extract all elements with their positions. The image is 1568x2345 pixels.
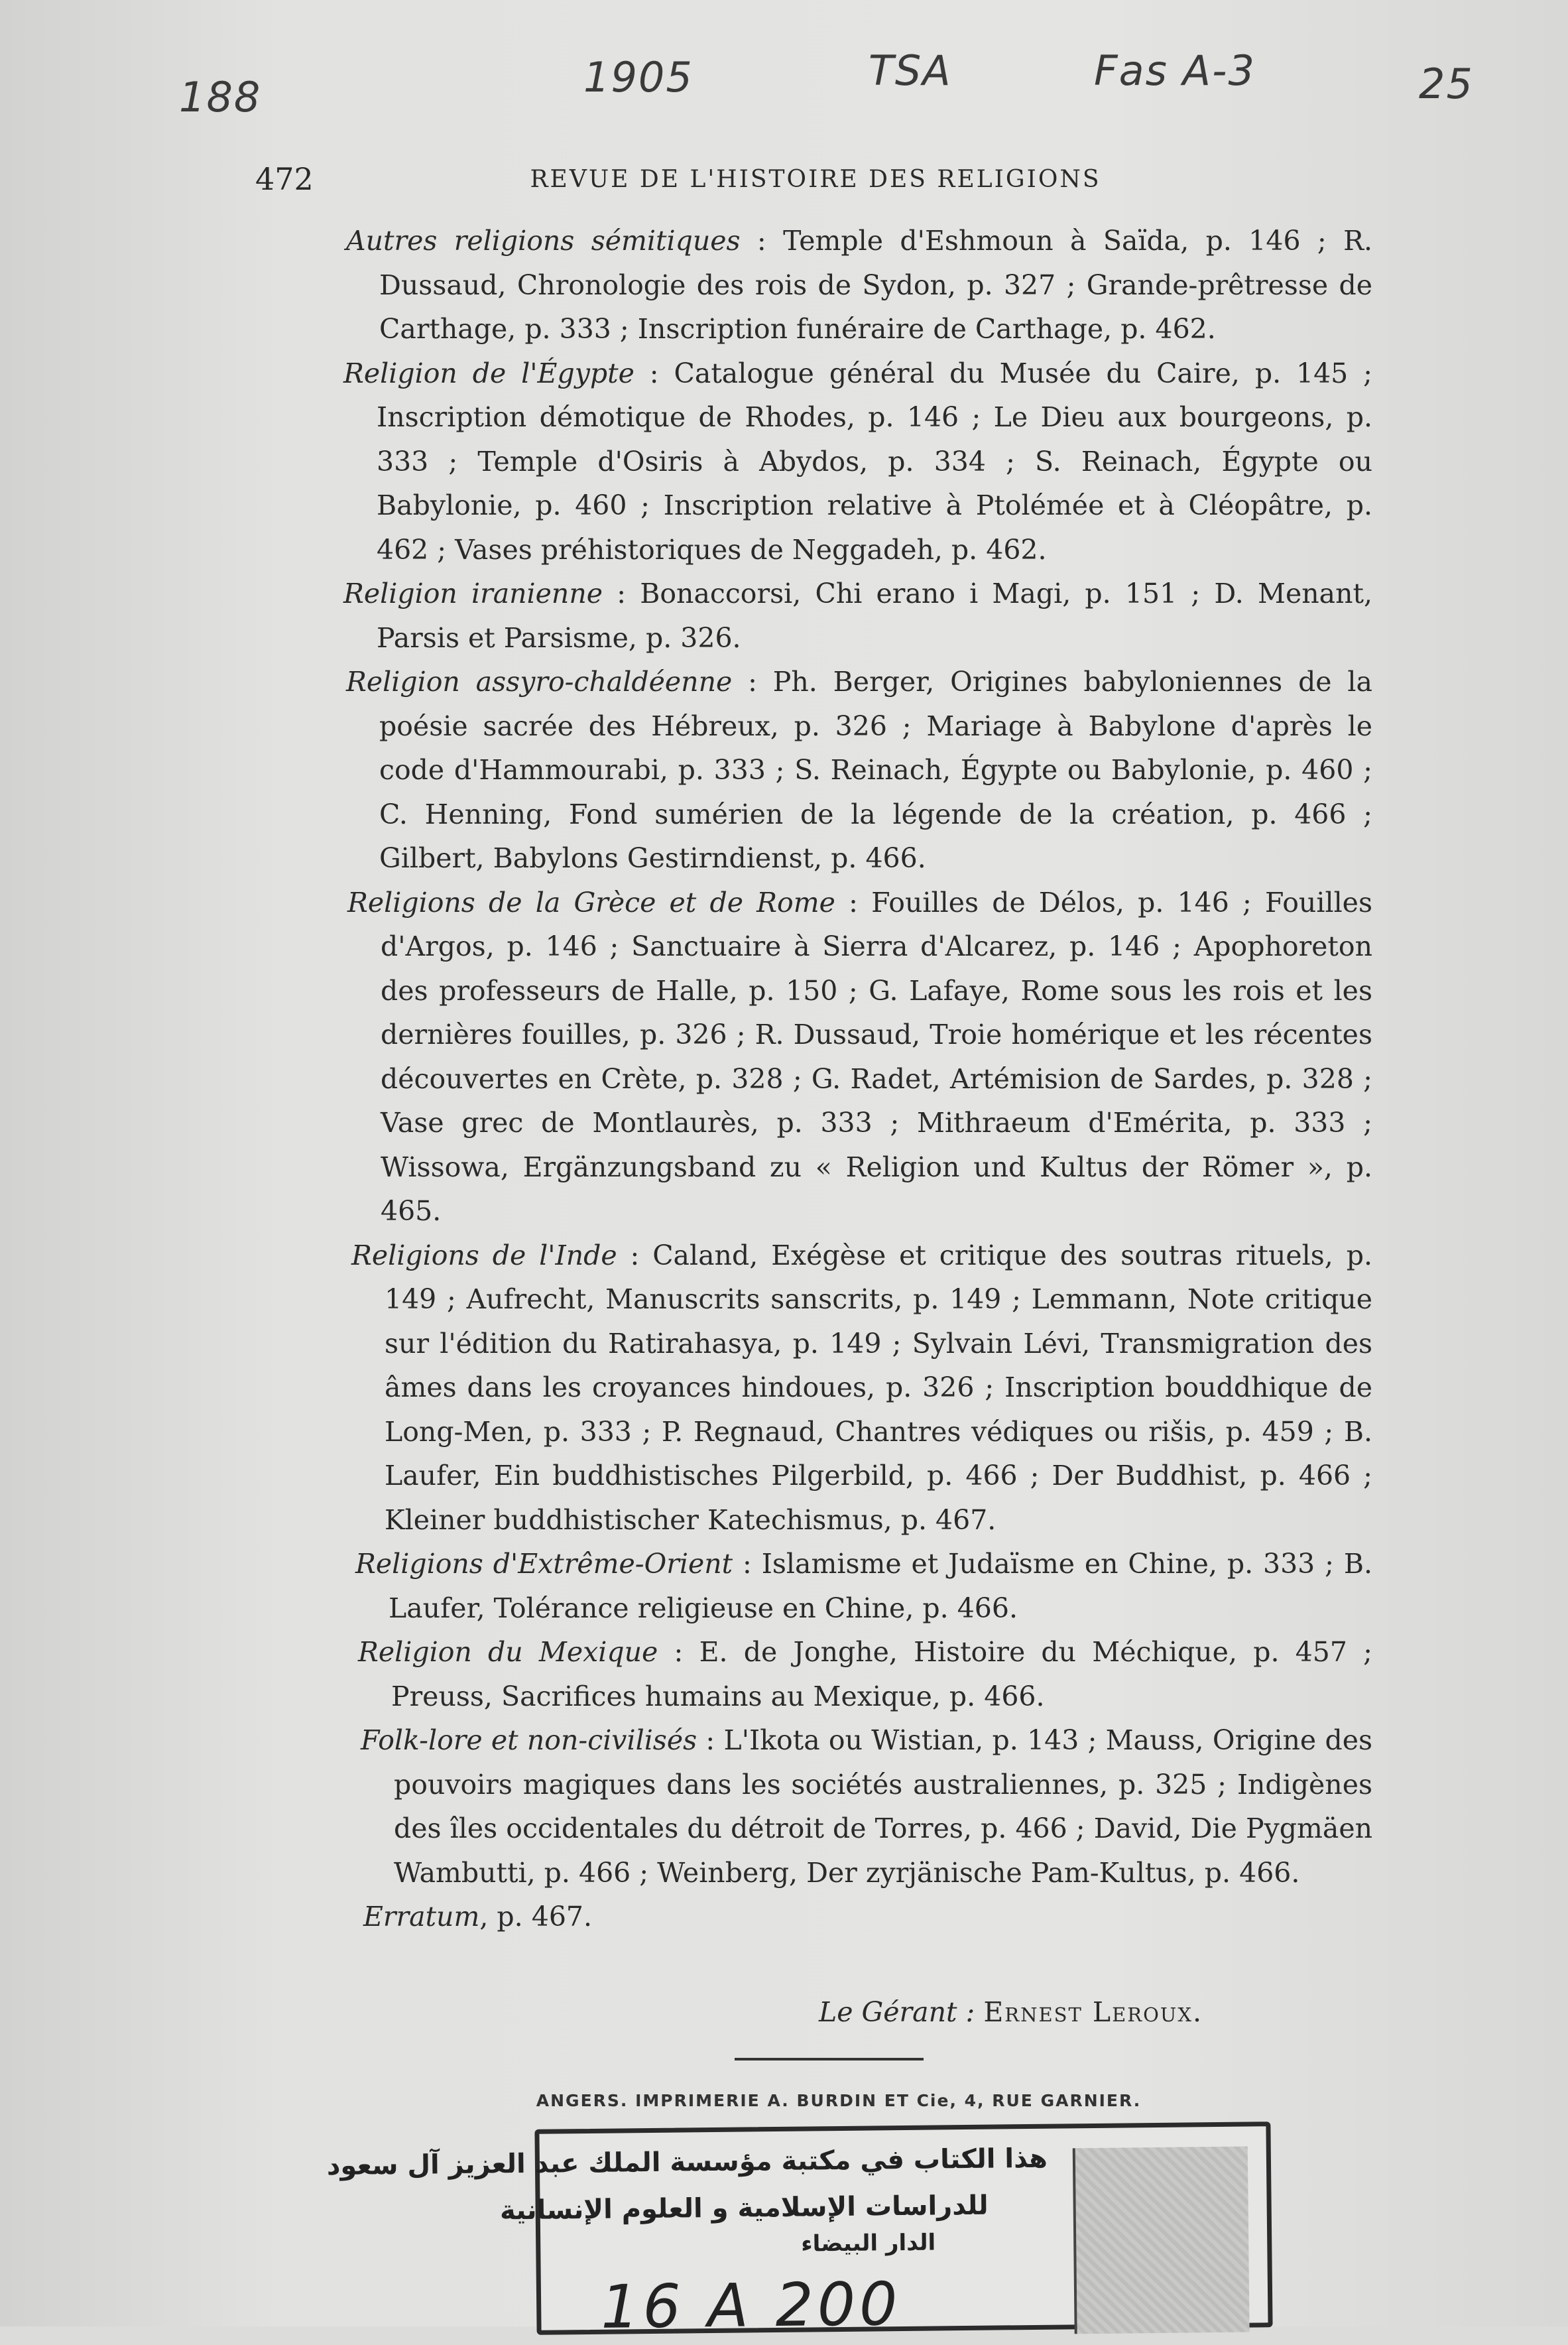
index-entry bbox=[343, 351, 1372, 572]
handwritten-note: TSA bbox=[869, 46, 952, 95]
stamp-emblem bbox=[1073, 2147, 1250, 2334]
index-entry bbox=[361, 1718, 1372, 1895]
divider-rule bbox=[735, 2058, 924, 2060]
index-entry bbox=[346, 660, 1372, 881]
entry-separator: , bbox=[479, 1901, 497, 1933]
entry-topic: Folk-lore et non-civilisés bbox=[361, 1724, 697, 1756]
handwritten-note: Fas A-3 bbox=[1094, 46, 1256, 95]
entry-text: Temple d'Eshmoun à Saïda, p. 146 ; R. Dussaud, Chronologie des rois de Sydon, p. 327 ; Grande-prêtresse de Carthage, p. 333 ; Inscription funéraire de Carthage, p. 462. bbox=[379, 225, 1372, 345]
entry-topic: Religion de l'Égypte bbox=[343, 357, 634, 389]
entry-topic: Religions de la Grèce et de Rome bbox=[347, 886, 835, 919]
entry-topic: Religion iranienne bbox=[343, 578, 603, 609]
stamp-line: الدار البيضاء bbox=[801, 2229, 936, 2257]
entry-separator: : bbox=[697, 1724, 724, 1756]
index-entry bbox=[355, 1542, 1372, 1630]
entry-topic: Religion assyro-chaldéenne bbox=[346, 666, 733, 698]
library-stamp bbox=[326, 2122, 1272, 2342]
entry-topic: Religions de l'Inde bbox=[351, 1239, 617, 1271]
index-entries bbox=[332, 219, 1372, 1939]
entry-text: L'Ikota ou Wistian, p. 143 ; Mauss, Origine des pouvoirs magiques dans les sociétés australiennes, p. 325 ; Indigènes des îles occidentales du détroit de Torres, p. 466 ; David, Die Pygmäen Wambutti, p. 466 ; Weinberg, Der zyrjänische Pam-Kultus, p. 466. bbox=[394, 1724, 1373, 1889]
handwritten-note: 188 bbox=[179, 73, 262, 121]
entry-topic: Erratum bbox=[363, 1901, 480, 1933]
entry-text: p. 467. bbox=[497, 1901, 593, 1933]
entry-text: E. de Jonghe, Histoire du Méchique, p. 457 ; Preuss, Sacrifices humains au Mexique, p. 466. bbox=[391, 1636, 1372, 1712]
index-entry bbox=[343, 572, 1372, 660]
entry-text: Fouilles de Délos, p. 146 ; Fouilles d'Argos, p. 146 ; Sanctuaire à Sierra d'Alcarez, p. 146 ; Apophoreton des professeurs de Halle, p. 150 ; G. Lafaye, Rome sous les rois et les dernières fouilles, p. 326 ; R. Dussaud, Troie homérique et les récentes découvertes en Crète, p. 328 ; G. Radet, Artémision de Sardes, p. 328 ; Vase grec de Montlaurès, p. 333 ; Mithraeum d'Emérita, p. 333 ; Wissowa, Ergänzungsband zu « Religion und Kultus der Römer », p. 465. bbox=[381, 886, 1372, 1227]
index-entry bbox=[351, 1234, 1372, 1543]
index-entry bbox=[346, 219, 1372, 351]
publisher-signature bbox=[819, 1996, 1203, 2028]
handwritten-note: 25 bbox=[1419, 60, 1474, 108]
entry-topic: Religion du Mexique bbox=[358, 1636, 658, 1668]
running-head: REVUE DE L'HISTOIRE DES RELIGIONS bbox=[530, 166, 1101, 193]
entry-separator: : bbox=[733, 1548, 762, 1580]
signature-name: Ernest Leroux. bbox=[983, 1996, 1203, 2028]
entry-separator: : bbox=[835, 886, 872, 919]
entry-topic: Autres religions sémitiques bbox=[346, 225, 741, 257]
entry-text: Ph. Berger, Origines babyloniennes de la poésie sacrée des Hébreux, p. 326 ; Mariage à Babylone d'après le code d'Hammourabi, p. 333 ; S. Reinach, Égypte ou Babylonie, p. 460 ; C. Henning, Fond sumérien de la légende de la création, p. 466 ; Gilbert, Babylons Gestirndienst, p. 466. bbox=[379, 666, 1372, 874]
page-number: 472 bbox=[255, 161, 314, 197]
printer-imprint: ANGERS. IMPRIMERIE A. BURDIN ET Cie, 4, RUE GARNIER. bbox=[536, 2091, 1142, 2110]
entry-text: Caland, Exégèse et critique des soutras rituels, p. 149 ; Aufrecht, Manuscrits sanscrits, p. 149 ; Lemmann, Note critique sur l'édition du Ratirahasya, p. 149 ; Sylvain Lévi, Transmigration des âmes dans les croyances hindoues, p. 326 ; Inscription bouddhique de Long-Men, p. 333 ; P. Regnaud, Chantres védiques ou rišis, p. 459 ; B. Laufer, Ein buddhistisches Pilgerbild, p. 466 ; Der Buddhist, p. 466 ; Kleiner buddhistischer Katechismus, p. 467. bbox=[385, 1239, 1372, 1536]
entry-separator: : bbox=[634, 357, 674, 389]
index-entry bbox=[363, 1895, 1372, 1939]
index-entry bbox=[358, 1630, 1372, 1718]
index-entry bbox=[347, 881, 1372, 1234]
entry-text: Bonaccorsi, Chi erano i Magi, p. 151 ; D. Menant, Parsis et Parsisme, p. 326. bbox=[377, 578, 1372, 654]
entry-separator: : bbox=[617, 1239, 653, 1271]
handwritten-note: 1905 bbox=[583, 53, 694, 101]
entry-topic: Religions d'Extrême-Orient bbox=[355, 1548, 733, 1580]
entry-text: Catalogue général du Musée du Caire, p. 145 ; Inscription démotique de Rhodes, p. 146 ; Le Dieu aux bourgeons, p. 333 ; Temple d'Osiris à Abydos, p. 334 ; S. Reinach, Égypte ou Babylonie, p. 460 ; Inscription relative à Ptolémée et à Cléopâtre, p. 462 ; Vases préhistoriques de Neggadeh, p. 462. bbox=[377, 357, 1372, 566]
stamp-number: 16 A 200 bbox=[600, 2269, 902, 2342]
entry-separator: : bbox=[740, 225, 784, 257]
entry-separator: : bbox=[732, 666, 773, 698]
entry-separator: : bbox=[603, 578, 640, 609]
entry-text: Islamisme et Judaïsme en Chine, p. 333 ; B. Laufer, Tolérance religieuse en Chine, p. 466. bbox=[389, 1548, 1372, 1624]
signature-role: Le Gérant : bbox=[819, 1996, 975, 2028]
stamp-line: هذا الكتاب في مكتبة مؤسسة الملك عبد العزيز آل سعود bbox=[326, 2143, 1048, 2182]
entry-separator: : bbox=[658, 1636, 699, 1668]
stamp-line: للدراسات الإسلامية و العلوم الإنسانية bbox=[499, 2190, 989, 2226]
